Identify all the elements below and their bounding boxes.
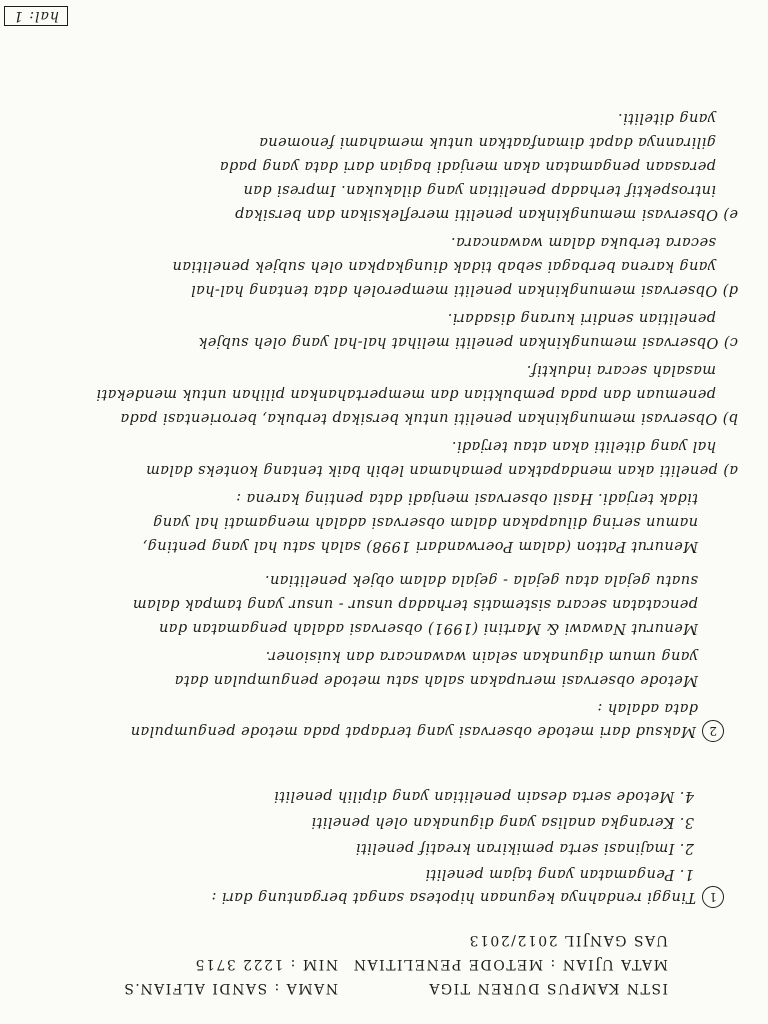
q2-line-19: secara terbuka dalam wawancara. <box>450 234 716 250</box>
q2-line-20: e) Observasi memungkinkan peneliti merefleksikan dan bersikap <box>234 206 738 222</box>
q2-line-11: hal yang diteliti akan atau terjadi. <box>451 438 716 454</box>
q1-line-1: 1. Pengamatan yang tajam peneliti <box>425 866 694 882</box>
exam-subject: MATA UJIAN : METODE PENELITIAN <box>352 956 668 972</box>
q2-line-1: data adalah : <box>597 700 698 716</box>
q2-line-0: 2Maksud dari metode observasi yang terdapat pada metode pengumpulan <box>130 720 724 742</box>
q1-line-0: 1Tinggi rendahnya kegunaan hipotesa sangat bergantung dari : <box>211 886 724 908</box>
q2-line-21: introspektif terhadap penelitian yang dilakukan. Impresi dan <box>243 182 716 198</box>
q2-line-13: penemuan dan pada pembuktian dan mempertahankan pilihan untuk mendekati <box>96 386 716 402</box>
q2-line-17: d) Observasi memungkinkan peneliti memperoleh data tentang hal-hal <box>190 282 738 298</box>
q2-line-7: Menurut Patton (dalam Poerwandari 1998) salah satu hal yang penting, <box>142 538 698 554</box>
q2-line-5: pencatatan secara sistematis terhadap unsur - unsur yang tampak dalam <box>132 596 698 612</box>
q2-line-8: namun sering diluapakan dalam observasi adalah mengamati hal yang <box>152 514 698 530</box>
exam-term: UAS GANJIL 2012/2013 <box>468 932 668 948</box>
q1-number: 1 <box>702 886 724 908</box>
page-number-tag: hal: 1 <box>4 6 68 26</box>
q2-line-18: yang karena berbagai sebab tidak diungkapkan oleh subjek penelitian <box>172 258 716 274</box>
student-name: NAMA : SANDI ALFIAN.S <box>122 980 338 996</box>
q2-line-12: b) Observasi memungkinkan peneliti untuk bersikap terbuka, berorientasi pada <box>120 410 738 426</box>
q2-line-14: masalah secara induktif. <box>526 362 716 378</box>
q2-line-15: c) Observasi memungkinkan peneliti melihat hal-hal yang oleh subjek <box>198 334 738 350</box>
q2-line-4: Menurut Nawawi & Martini (1991) observasi adalah pengamatan dan <box>158 620 698 636</box>
q2-number: 2 <box>702 720 724 742</box>
q2-line-16: penelitian sendiri kurang disadari. <box>447 310 716 326</box>
q2-line-6: suatu gejala atau gejala - gejala dalam objek penelitian. <box>264 572 698 588</box>
q2-line-3: yang umum digunakan selain wawancara dan kuisioner. <box>265 648 698 664</box>
q2-line-9: tidak terjadi. Hasil observasi menjadi data penting karena : <box>235 490 698 506</box>
q2-line-2: Metode observasi merupakan salah satu metode pengumpulan data <box>174 672 698 688</box>
q1-line-3: 3. Kerangka analisa yang digunakan oleh peneliti <box>311 814 694 830</box>
q2-line-24: yang diteliti. <box>617 110 716 126</box>
q2-line-10: a) peneliti akan mendapatkan pemahaman lebih baik tentang konteks dalam <box>145 462 738 478</box>
q1-line-4: 4. Metode serta desain penelitian yang dipilih peneliti <box>273 788 694 804</box>
q1-line-2: 2. Imajinasi serta pemikiran kreatif peneliti <box>355 840 694 856</box>
school-name: ISTN KAMPUS DUREN TIGA <box>427 980 668 996</box>
q2-line-22: perasaan pengamatan akan menjadi bagian dari data yang pada <box>219 158 716 174</box>
q2-line-23: gilirannya dapat dimanfaatkan untuk memahami fenomena <box>258 134 716 150</box>
student-nim: NIM : 1222 3715 <box>194 956 338 972</box>
